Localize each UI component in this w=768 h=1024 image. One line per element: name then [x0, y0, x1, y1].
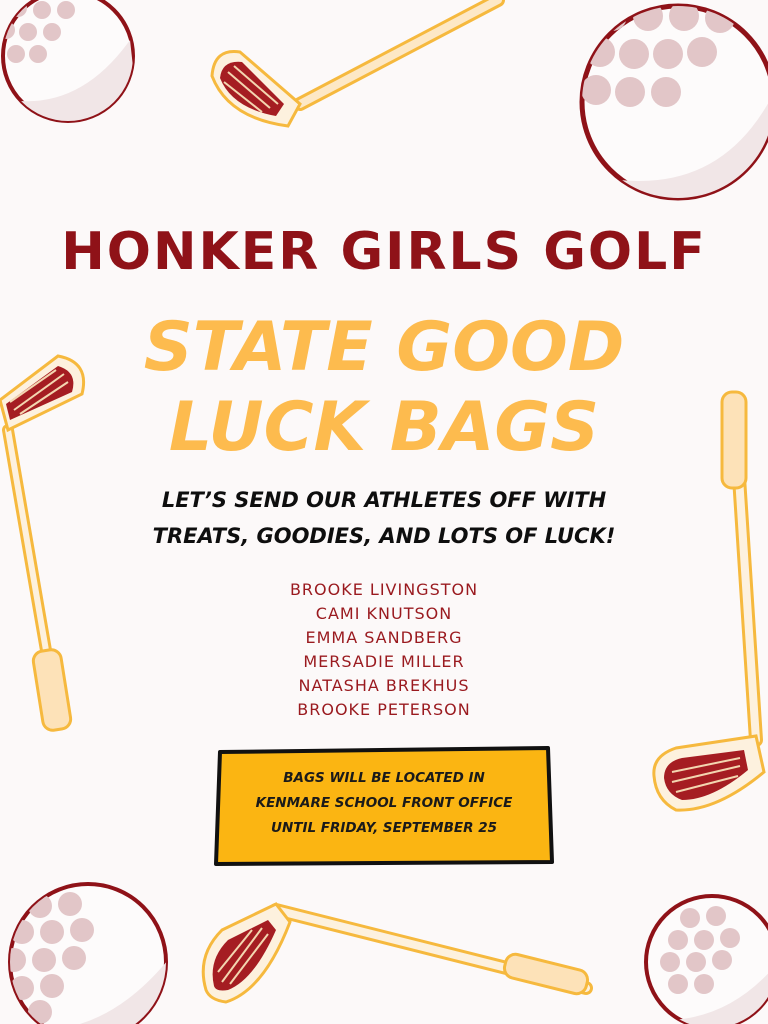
tagline	[0, 482, 768, 554]
athlete-name: EMMA SANDBERG	[305, 628, 463, 647]
headline-line: STATE GOOD	[143, 308, 625, 387]
athlete-list	[0, 578, 768, 722]
poster-title: HONKER GIRLS GOLF	[61, 222, 707, 282]
tagline-line: LET’S SEND OUR ATHLETES OFF WITH	[161, 488, 607, 512]
notice-line: UNTIL FRIDAY, SEPTEMBER 25	[270, 820, 497, 836]
notice-line: BAGS WILL BE LOCATED IN	[283, 770, 485, 786]
notice-text	[216, 766, 552, 841]
athlete-name: BROOKE LIVINGSTON	[289, 580, 479, 599]
golf-ball-icon	[580, 1, 768, 210]
athlete-name: BROOKE PETERSON	[297, 700, 471, 719]
golf-club-icon	[212, 0, 498, 126]
headline-line: LUCK BAGS	[168, 388, 600, 467]
notice-line: KENMARE SCHOOL FRONT OFFICE	[255, 795, 513, 811]
athlete-name: NATASHA BREKHUS	[298, 676, 470, 695]
golf-ball-icon	[0, 884, 180, 1024]
golf-ball-icon	[640, 896, 768, 1024]
tagline-line: TREATS, GOODIES, AND LOTS OF LUCK!	[152, 524, 616, 548]
golf-club-icon	[203, 904, 589, 1002]
golf-ball-icon	[0, 0, 140, 130]
athlete-name: MERSADIE MILLER	[303, 652, 465, 671]
headline	[0, 308, 768, 468]
athlete-name: CAMI KNUTSON	[315, 604, 453, 623]
